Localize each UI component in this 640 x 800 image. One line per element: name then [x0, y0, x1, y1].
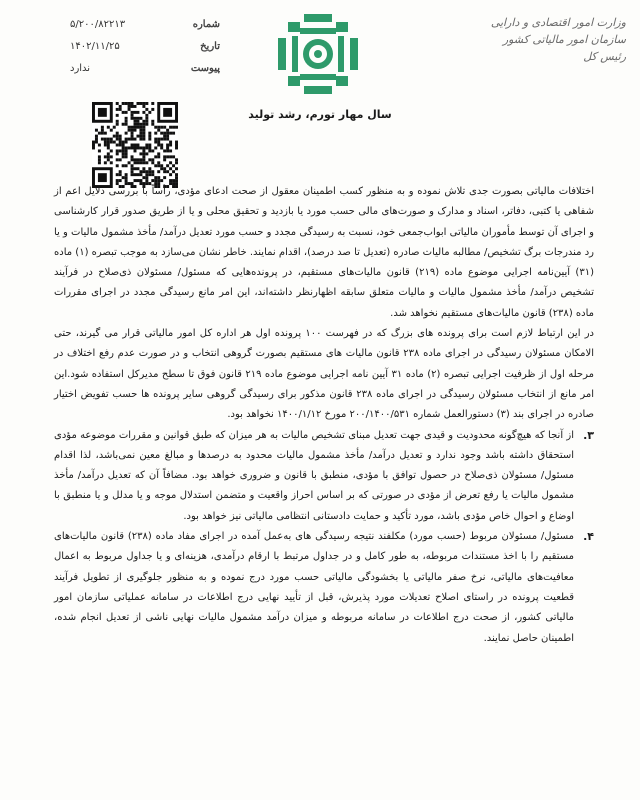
- meta-attachment: پیوست ندارد: [70, 63, 220, 74]
- ministry-header: [466, 14, 626, 65]
- list-item: [54, 426, 594, 527]
- letter-body: [54, 182, 594, 649]
- item-number: ۳.: [583, 428, 594, 442]
- paragraph: در این ارتباط لازم است برای پرونده های بزرگ که در فهرست ۱۰۰ پرونده اول هر اداره کل امور مالیاتی قرار می گیرند، حتی الامکان مسئولان رسیدگی در اجرای ماده ۲۳۸ قانون مالیات های مستقیم بصورت گروهی انتخاب و در صورت عدم رفع اختلاف در مرحله اول از ظرفیت اجرایی تبصره (۲) ماده ۳۱ آیین نامه اجرایی موضوع ماده ۲۱۹ قانون فوق تا سطح مدیرکل استفاده شود.این امر مانع از انتخاب مسئولان رسیدگی در اجرای ماده ۲۳۸ قانون مذکور برای رسیدگی گروهی سایر پرونده ها حسب تفویض اختیار صادره در اجرای بند (۳) دستورالعمل شماره ۲۰۰/۱۴۰۰/۵۳۱ مورخ ۱۴۰۰/۱/۱۲ نخواهد بود.: [54, 328, 594, 421]
- qr-code-icon: [92, 102, 178, 188]
- ministry-line: رئیس کل: [583, 50, 626, 63]
- ministry-line: وزارت امور اقتصادی و دارایی: [490, 16, 626, 29]
- year-motto: سال مهار تورم، رشد تولید: [248, 108, 392, 121]
- item-number: ۴.: [583, 530, 594, 544]
- list-item: [54, 527, 594, 649]
- item-text: از آنجا که هیچ‌گونه محدودیت و قیدی جهت تعدیل مبنای تشخیص مالیات به هر میزان که طبق قوانین و مقررات موضوعه مؤدی استحقاق داشته باشد وجود ندارد و تعدیل درآمد/ مأخذ مشمول مالیات محدود به درصدها و مبالغ معین نمی‌باشد، لذا اقدام مسئول/ مسئولان ذی‌صلاح در حصول توافق با مؤدی، منطبق با قانون و ضروری خواهد بود. مضافاً آن که تعدیل درآمد/ مأخذ مشمول مالیات یا رفع تعرض از مؤدی در صورتی که بر اساس احراز واقعیت و متضمن استدلال موجه و یا مدلل و یا منطبق با اوضاع و احوال خاص مؤدی باشد، مورد تأکید و حمایت دادستانی انتظامی مالیاتی نیز خواهد بود.: [54, 429, 574, 522]
- paragraph: اختلافات مالیاتی بصورت جدی تلاش نموده و به منظور کسب اطمینان معقول از صحت ادعای مؤدی، رأساً با بررسی دلایل اعم از شفاهی یا کتبی، دفاتر، اسناد و مدارک و صورت‌های مالی حسب مورد یا بازدید و تحقیق محلی و یا از طریق صدور قرار کارشناسی و اجرای آن توسط مأموران مالیاتی ابواب‌جمعی خود، نسبت به رسیدگی مجدد و حسب مورد تعدیل درآمد/ مأخذ مشمول مالیات و یا رد مندرجات برگ تشخیص/ مطالبه مالیات صادره (تعدیل تا صد درصد)، اقدام نمایند. خاطر نشان می‌سازد به موجب تبصره (۱) ماده (۳۱) آیین‌نامه اجرایی موضوع ماده (۲۱۹) قانون مالیات‌های مستقیم، در پرونده‌هایی که مسئول/ مسئولان ذی‌صلاح در فرآیند تشخیص درآمد/ مأخذ مشمول مالیات و مالیات متعلق سابقه اظهارنظر داشته‌اند، این امر مانع رسیدگی مجدد در اجرای مقررات ماده (۲۳۸) قانون مالیات‌های مستقیم نخواهد شد.: [54, 186, 594, 319]
- item-text: مسئول/ مسئولان مربوط (حسب مورد) مکلفند نتیجه رسیدگی های به‌عمل آمده در اجرای مفاد ماده (۲۳۸) قانون مالیات‌های مستقیم را با اخذ مستندات مربوطه، به طور کامل و در جداول مرتبط با ارقام درآمدی، هزینه‌ای و یا جداول مربوط به اعمال معافیت‌های مالیاتی، نرخ صفر مالیاتی یا بخشودگی مالیاتی حسب مورد درج نموده و به منظور جلوگیری از تطویل فرآیند قطعیت پرونده در راستای اصلاح تعدیلات مورد پذیرش، قبل از تأیید نهایی درج اطلاعات در سامانه عملیاتی سازمان امور مالیاتی کشور، از صحت درج اطلاعات در سامانه مربوطه و میزان درآمد مشمول مالیات نهایی ناشی از تعدیل انجام شده، اطمینان حاصل نمایند.: [54, 531, 574, 644]
- tax-organization-logo-icon: [278, 14, 358, 94]
- meta-date: تاریخ ۱۴۰۲/۱۱/۲۵: [70, 41, 220, 52]
- meta-number: شماره ۵/۲۰۰/۸۲۲۱۳: [70, 19, 220, 30]
- ministry-line: سازمان امور مالیاتی کشور: [502, 33, 626, 46]
- letter-meta: [70, 14, 220, 80]
